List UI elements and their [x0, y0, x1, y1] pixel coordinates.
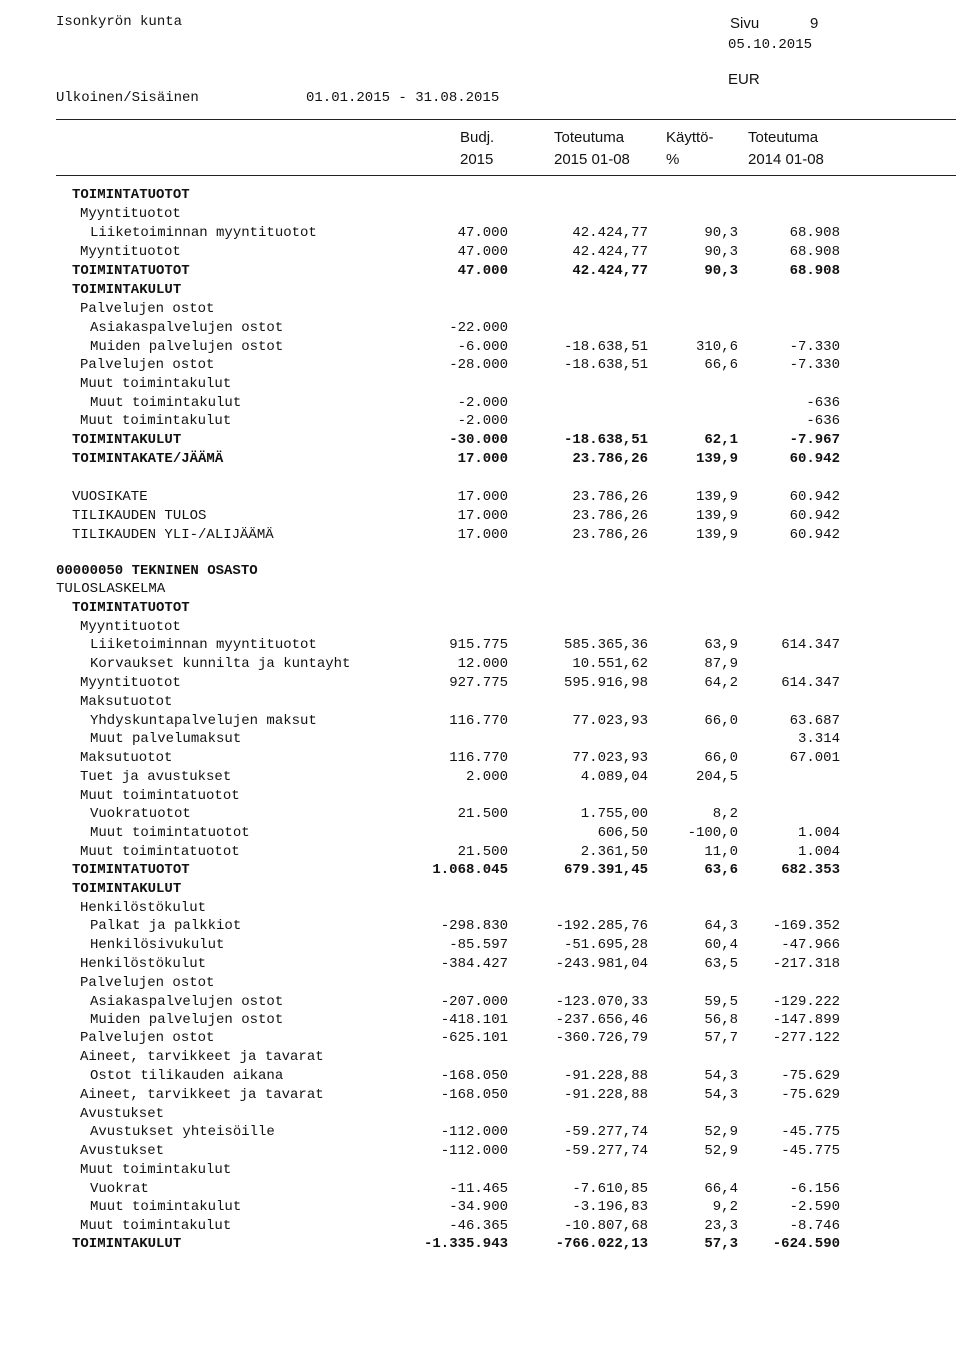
row-label: Myyntituotot [80, 619, 181, 635]
budget-value: -1.335.943 [423, 1236, 508, 1252]
row-label: Muut toimintakulut [80, 1218, 232, 1234]
report-row [0, 730, 960, 748]
row-label: Muut toimintakulut [80, 376, 232, 392]
usage-percent-value: 52,9 [704, 1124, 738, 1140]
page-label: Sivu [730, 15, 760, 32]
budget-value: 47.000 [457, 225, 508, 241]
row-label: Yhdyskuntapalvelujen maksut [90, 713, 317, 729]
actual-2015-value: 2.361,50 [580, 844, 648, 860]
report-row [0, 338, 960, 356]
column-header-actual-2014: Toteutuma 2014 01-08 [748, 129, 824, 168]
usage-percent-value: 59,5 [704, 994, 738, 1010]
report-row [0, 636, 960, 654]
actual-2015-value: -59.277,74 [563, 1143, 648, 1159]
actual-2015-value: -237.656,46 [555, 1012, 648, 1028]
row-label: Korvaukset kunnilta ja kuntayht [90, 656, 351, 672]
row-label: TILIKAUDEN YLI-/ALIJÄÄMÄ [72, 527, 274, 543]
actual-2015-value: 679.391,45 [563, 862, 648, 878]
row-label: TULOSLASKELMA [56, 581, 166, 597]
report-row [0, 693, 960, 711]
actual-2014-value: 68.908 [789, 263, 840, 279]
actual-2014-value: -47.966 [781, 937, 840, 953]
report-row [0, 787, 960, 805]
usage-percent-value: 9,2 [712, 1199, 738, 1215]
row-label: Muiden palvelujen ostot [90, 1012, 284, 1028]
report-row [0, 243, 960, 261]
row-label: Muut toimintatuotot [80, 844, 240, 860]
actual-2015-value: 42.424,77 [572, 225, 648, 241]
budget-value: -112.000 [440, 1143, 508, 1159]
report-row [0, 1123, 960, 1141]
usage-percent-value: 139,9 [695, 451, 738, 467]
usage-percent-value: 310,6 [695, 339, 738, 355]
budget-value: -207.000 [440, 994, 508, 1010]
actual-2014-value: 60.942 [789, 527, 840, 543]
actual-2015-value: 23.786,26 [572, 489, 648, 505]
report-row [0, 1217, 960, 1235]
budget-value: -28.000 [449, 357, 508, 373]
row-label: Myyntituotot [80, 675, 181, 691]
usage-percent-value: 63,5 [704, 956, 738, 972]
actual-2015-value: -766.022,13 [555, 1236, 648, 1252]
row-label: Avustukset [80, 1143, 165, 1159]
row-label: TOIMINTATUOTOT [72, 263, 190, 279]
actual-2014-value: 614.347 [781, 675, 840, 691]
actual-2014-value: -129.222 [772, 994, 840, 1010]
budget-value: -168.050 [440, 1087, 508, 1103]
row-label: Palkat ja palkkiot [90, 918, 242, 934]
report-row [0, 1161, 960, 1179]
usage-percent-value: 63,9 [704, 637, 738, 653]
report-row [0, 186, 960, 204]
report-row [0, 580, 960, 598]
row-label: Avustukset [80, 1106, 165, 1122]
budget-value: -34.900 [449, 1199, 508, 1215]
row-label: Henkilösivukulut [90, 937, 225, 953]
actual-2015-value: 23.786,26 [572, 451, 648, 467]
actual-2015-value: -3.196,83 [572, 1199, 648, 1215]
report-row [0, 712, 960, 730]
report-row [0, 1142, 960, 1160]
report-row [0, 655, 960, 673]
row-label: Muut toimintakulut [90, 1199, 242, 1215]
row-label: Avustukset yhteisöille [90, 1124, 275, 1140]
usage-percent-value: 139,9 [695, 508, 738, 524]
row-label: Maksutuotot [80, 750, 173, 766]
usage-percent-value: -100,0 [687, 825, 738, 841]
actual-2014-value: 682.353 [781, 862, 840, 878]
report-row [0, 262, 960, 280]
usage-percent-value: 11,0 [704, 844, 738, 860]
actual-2014-value: -75.629 [781, 1087, 840, 1103]
row-label: Muut toimintatuotot [80, 788, 240, 804]
actual-2014-value: 3.314 [797, 731, 840, 747]
report-row [0, 917, 960, 935]
actual-2014-value: -624.590 [772, 1236, 840, 1252]
row-label: Muut palvelumaksut [90, 731, 242, 747]
row-label: VUOSIKATE [72, 489, 148, 505]
actual-2014-value: -636 [806, 413, 840, 429]
row-label: Palvelujen ostot [80, 301, 215, 317]
report-row [0, 488, 960, 506]
report-row [0, 974, 960, 992]
report-row [0, 356, 960, 374]
report-row [0, 1029, 960, 1047]
actual-2014-value: -7.967 [789, 432, 840, 448]
report-row [0, 1235, 960, 1253]
report-row [0, 1180, 960, 1198]
budget-value: 116.770 [449, 750, 508, 766]
budget-value: -384.427 [440, 956, 508, 972]
actual-2014-value: 60.942 [789, 489, 840, 505]
budget-value: -625.101 [440, 1030, 508, 1046]
row-label: Ostot tilikauden aikana [90, 1068, 284, 1084]
report-row [0, 749, 960, 767]
report-row [0, 955, 960, 973]
budget-value: 21.500 [457, 844, 508, 860]
usage-percent-value: 90,3 [704, 225, 738, 241]
usage-percent-value: 64,2 [704, 675, 738, 691]
report-row [0, 507, 960, 525]
report-row [0, 899, 960, 917]
row-label: TILIKAUDEN TULOS [72, 508, 207, 524]
usage-percent-value: 90,3 [704, 263, 738, 279]
usage-percent-value: 66,4 [704, 1181, 738, 1197]
actual-2015-value: 1.755,00 [580, 806, 648, 822]
report-row [0, 281, 960, 299]
report-row [0, 1086, 960, 1104]
budget-value: 17.000 [457, 508, 508, 524]
budget-value: -22.000 [449, 320, 508, 336]
row-label: TOIMINTAKULUT [72, 282, 182, 298]
actual-2014-value: -169.352 [772, 918, 840, 934]
report-row [0, 1067, 960, 1085]
actual-2014-value: -6.156 [789, 1181, 840, 1197]
budget-value: 47.000 [457, 263, 508, 279]
actual-2015-value: -243.981,04 [555, 956, 648, 972]
usage-percent-value: 8,2 [712, 806, 738, 822]
actual-2015-value: -18.638,51 [563, 357, 648, 373]
usage-percent-value: 63,6 [704, 862, 738, 878]
budget-value: 116.770 [449, 713, 508, 729]
budget-value: -11.465 [449, 1181, 508, 1197]
row-label: Muut toimintakulut [80, 413, 232, 429]
usage-percent-value: 56,8 [704, 1012, 738, 1028]
row-label: Aineet, tarvikkeet ja tavarat [80, 1087, 324, 1103]
budget-value: 915.775 [449, 637, 508, 653]
column-header-usage-percent: Käyttö- % [666, 129, 714, 168]
report-row [0, 861, 960, 879]
row-label: Maksutuotot [80, 694, 173, 710]
actual-2014-value: -45.775 [781, 1143, 840, 1159]
report-row [0, 562, 960, 580]
budget-value: -46.365 [449, 1218, 508, 1234]
report-row [0, 300, 960, 318]
actual-2014-value: -7.330 [789, 357, 840, 373]
budget-value: 17.000 [457, 527, 508, 543]
row-label: TOIMINTAKULUT [72, 881, 182, 897]
period-label: 01.01.2015 - 31.08.2015 [306, 90, 500, 106]
usage-percent-value: 54,3 [704, 1087, 738, 1103]
actual-2015-value: 23.786,26 [572, 508, 648, 524]
actual-2014-value: 1.004 [797, 844, 840, 860]
actual-2015-value: -360.726,79 [555, 1030, 648, 1046]
usage-percent-value: 23,3 [704, 1218, 738, 1234]
budget-value: 12.000 [457, 656, 508, 672]
actual-2015-value: 42.424,77 [572, 263, 648, 279]
actual-2015-value: -91.228,88 [563, 1087, 648, 1103]
report-row [0, 936, 960, 954]
budget-value: -2.000 [457, 395, 508, 411]
report-row [0, 1105, 960, 1123]
actual-2015-value: -91.228,88 [563, 1068, 648, 1084]
report-row [0, 674, 960, 692]
usage-percent-value: 54,3 [704, 1068, 738, 1084]
report-row [0, 375, 960, 393]
actual-2014-value: -277.122 [772, 1030, 840, 1046]
budget-value: 1.068.045 [432, 862, 508, 878]
row-label: Vuokrat [90, 1181, 149, 1197]
row-label: Muiden palvelujen ostot [90, 339, 284, 355]
budget-value: 17.000 [457, 489, 508, 505]
actual-2014-value: 63.687 [789, 713, 840, 729]
usage-percent-value: 52,9 [704, 1143, 738, 1159]
report-row [0, 319, 960, 337]
report-row [0, 1198, 960, 1216]
budget-value: 2.000 [465, 769, 508, 785]
actual-2015-value: -7.610,85 [572, 1181, 648, 1197]
row-label: Muut toimintatuotot [90, 825, 250, 841]
actual-2014-value: -7.330 [789, 339, 840, 355]
page-number: 9 [810, 15, 819, 32]
actual-2015-value: 4.089,04 [580, 769, 648, 785]
row-label: Vuokratuotot [90, 806, 191, 822]
report-row [0, 993, 960, 1011]
actual-2014-value: 60.942 [789, 451, 840, 467]
actual-2015-value: 595.916,98 [563, 675, 648, 691]
row-label: TOIMINTAKULUT [72, 1236, 182, 1252]
report-row [0, 1048, 960, 1066]
column-header-divider [56, 175, 956, 176]
report-row [0, 1011, 960, 1029]
row-label: Aineet, tarvikkeet ja tavarat [80, 1049, 324, 1065]
row-label: Palvelujen ostot [80, 357, 215, 373]
actual-2015-value: 42.424,77 [572, 244, 648, 260]
actual-2015-value: 77.023,93 [572, 750, 648, 766]
actual-2015-value: -10.807,68 [563, 1218, 648, 1234]
actual-2015-value: -192.285,76 [555, 918, 648, 934]
report-row [0, 618, 960, 636]
report-date: 05.10.2015 [728, 37, 813, 53]
budget-value: 927.775 [449, 675, 508, 691]
actual-2015-value: 585.365,36 [563, 637, 648, 653]
report-row [0, 224, 960, 242]
actual-2014-value: -45.775 [781, 1124, 840, 1140]
actual-2014-value: 68.908 [789, 225, 840, 241]
actual-2015-value: -51.695,28 [563, 937, 648, 953]
budget-value: -112.000 [440, 1124, 508, 1140]
row-label: Palvelujen ostot [80, 1030, 215, 1046]
report-row [0, 412, 960, 430]
row-label: Palvelujen ostot [80, 975, 215, 991]
actual-2014-value: 68.908 [789, 244, 840, 260]
actual-2015-value: 77.023,93 [572, 713, 648, 729]
usage-percent-value: 66,0 [704, 750, 738, 766]
header-divider [56, 119, 956, 120]
actual-2015-value: -59.277,74 [563, 1124, 648, 1140]
actual-2014-value: -2.590 [789, 1199, 840, 1215]
row-label: Tuet ja avustukset [80, 769, 232, 785]
scope-label: Ulkoinen/Sisäinen [56, 90, 199, 106]
actual-2015-value: -123.070,33 [555, 994, 648, 1010]
usage-percent-value: 57,7 [704, 1030, 738, 1046]
report-row [0, 526, 960, 544]
report-row [0, 599, 960, 617]
report-row [0, 843, 960, 861]
currency-label: EUR [728, 71, 760, 88]
usage-percent-value: 60,4 [704, 937, 738, 953]
usage-percent-value: 139,9 [695, 527, 738, 543]
actual-2014-value: -8.746 [789, 1218, 840, 1234]
budget-value: 21.500 [457, 806, 508, 822]
usage-percent-value: 90,3 [704, 244, 738, 260]
report-row [0, 450, 960, 468]
actual-2014-value: -147.899 [772, 1012, 840, 1028]
row-label: Asiakaspalvelujen ostot [90, 320, 284, 336]
row-label: TOIMINTATUOTOT [72, 187, 190, 203]
actual-2015-value: 606,50 [597, 825, 648, 841]
column-header-actual-2015: Toteutuma 2015 01-08 [554, 129, 630, 168]
actual-2014-value: -75.629 [781, 1068, 840, 1084]
report-row [0, 824, 960, 842]
row-label: Asiakaspalvelujen ostot [90, 994, 284, 1010]
report-row [0, 880, 960, 898]
organization-name: Isonkyrön kunta [56, 14, 183, 30]
actual-2014-value: 1.004 [797, 825, 840, 841]
row-label: TOIMINTATUOTOT [72, 600, 190, 616]
actual-2014-value: 60.942 [789, 508, 840, 524]
actual-2015-value: 23.786,26 [572, 527, 648, 543]
usage-percent-value: 64,3 [704, 918, 738, 934]
row-label: Muut toimintakulut [90, 395, 242, 411]
row-label: TOIMINTAKATE/JÄÄMÄ [72, 451, 224, 467]
actual-2014-value: 67.001 [789, 750, 840, 766]
report-row [0, 394, 960, 412]
usage-percent-value: 66,6 [704, 357, 738, 373]
row-label: Myyntituotot [80, 244, 181, 260]
row-label: TOIMINTATUOTOT [72, 862, 190, 878]
report-row [0, 768, 960, 786]
budget-value: -85.597 [449, 937, 508, 953]
actual-2014-value: -217.318 [772, 956, 840, 972]
budget-value: -298.830 [440, 918, 508, 934]
usage-percent-value: 87,9 [704, 656, 738, 672]
actual-2015-value: 10.551,62 [572, 656, 648, 672]
row-label: Liiketoiminnan myyntituotot [90, 637, 317, 653]
actual-2014-value: 614.347 [781, 637, 840, 653]
row-label: Liiketoiminnan myyntituotot [90, 225, 317, 241]
column-header-budget: Budj. 2015 [460, 129, 495, 168]
row-label: Henkilöstökulut [80, 900, 207, 916]
row-label: TOIMINTAKULUT [72, 432, 182, 448]
budget-value: -168.050 [440, 1068, 508, 1084]
budget-value: -2.000 [457, 413, 508, 429]
actual-2014-value: -636 [806, 395, 840, 411]
report-row [0, 431, 960, 449]
usage-percent-value: 62,1 [704, 432, 738, 448]
usage-percent-value: 57,3 [704, 1236, 738, 1252]
actual-2015-value: -18.638,51 [563, 432, 648, 448]
usage-percent-value: 139,9 [695, 489, 738, 505]
budget-value: -30.000 [449, 432, 508, 448]
budget-value: 47.000 [457, 244, 508, 260]
budget-value: -6.000 [457, 339, 508, 355]
actual-2015-value: -18.638,51 [563, 339, 648, 355]
row-label: Henkilöstökulut [80, 956, 207, 972]
budget-value: -418.101 [440, 1012, 508, 1028]
usage-percent-value: 204,5 [695, 769, 738, 785]
report-row [0, 805, 960, 823]
row-label: Myyntituotot [80, 206, 181, 222]
report-row [0, 205, 960, 223]
budget-value: 17.000 [457, 451, 508, 467]
usage-percent-value: 66,0 [704, 713, 738, 729]
row-label: Muut toimintakulut [80, 1162, 232, 1178]
row-label: 00000050 TEKNINEN OSASTO [56, 563, 258, 579]
